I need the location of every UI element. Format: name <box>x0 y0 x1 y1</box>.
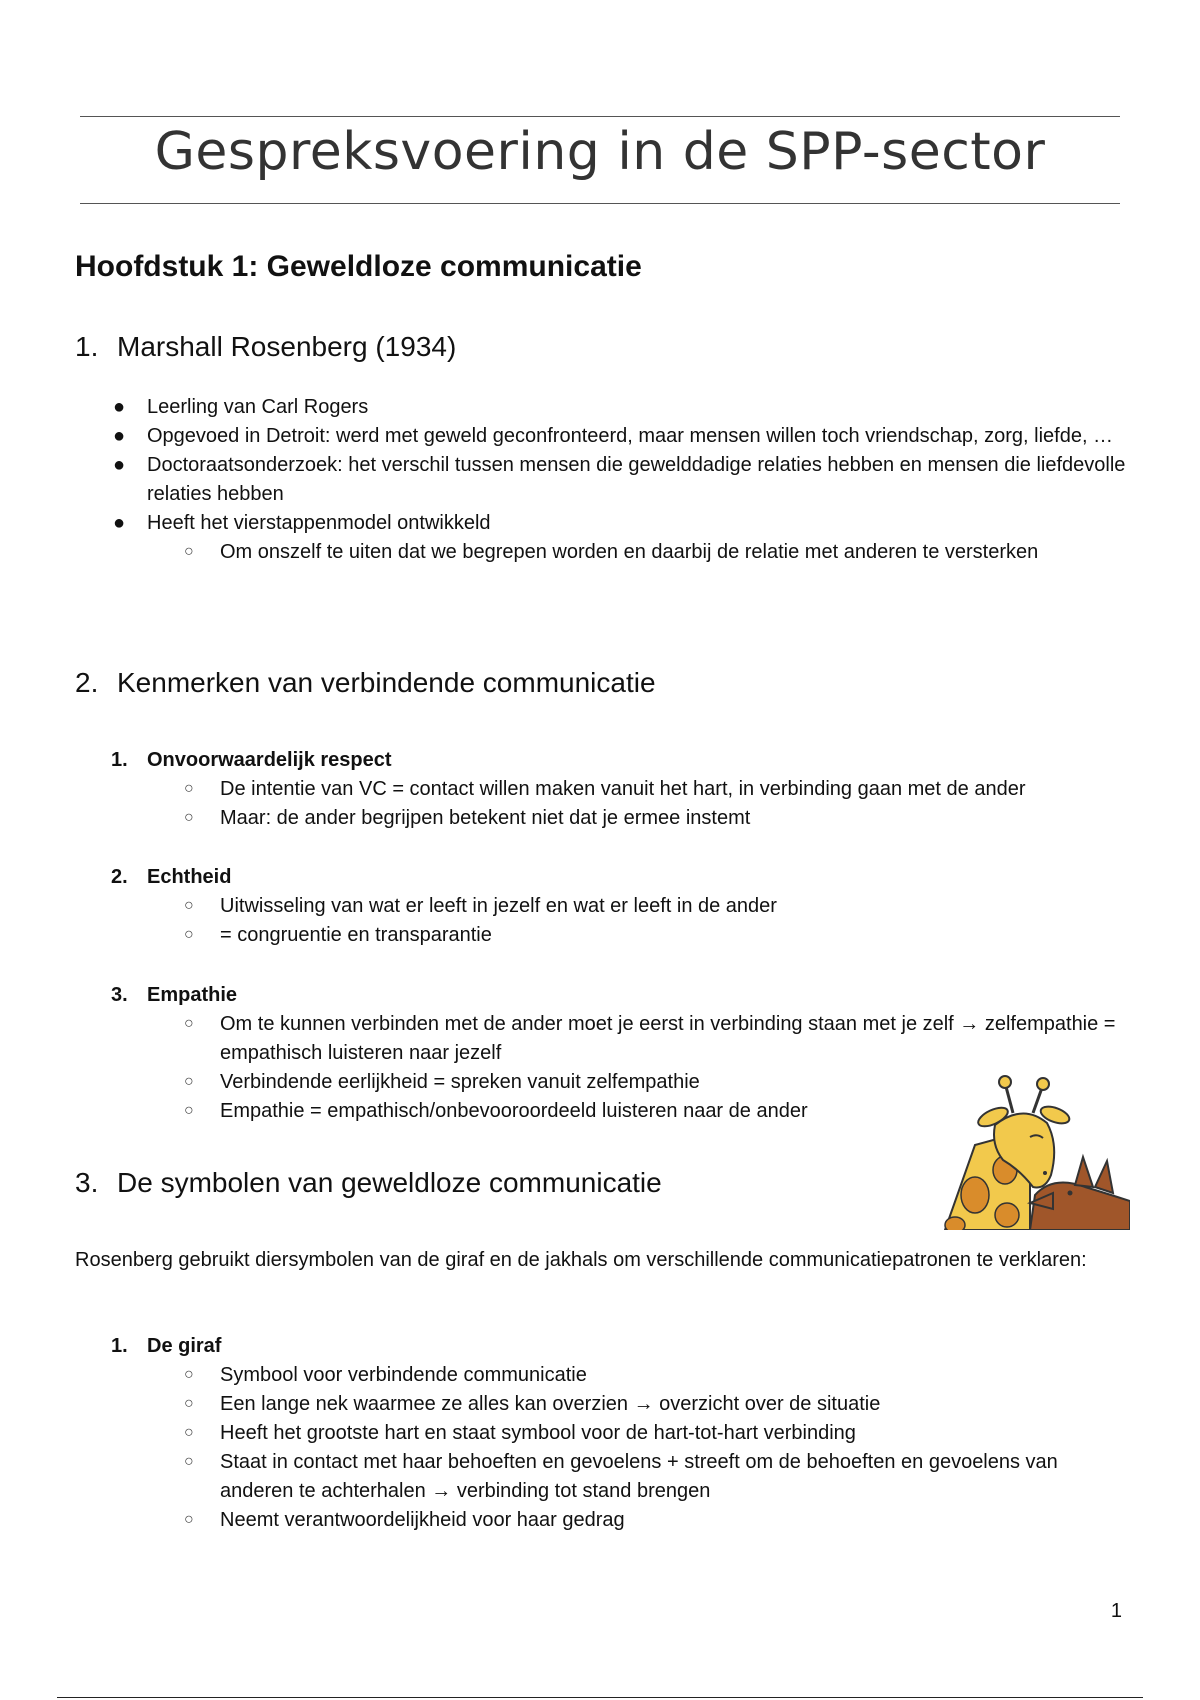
section-title: Marshall Rosenberg (1934) <box>117 331 457 362</box>
sub-list-item: ○ Symbool voor verbindende communicatie <box>220 1361 1130 1390</box>
sub-bullet-marker: ○ <box>184 1102 194 1119</box>
chapter-heading: Hoofdstuk 1: Geweldloze communicatie <box>75 250 642 283</box>
giraffe-ossicone-tip <box>999 1076 1011 1088</box>
sub-bullet-marker: ○ <box>184 543 194 560</box>
jackal-ear <box>1075 1157 1093 1187</box>
characteristic-respect <box>0 746 1200 833</box>
sub-bullet-marker: ○ <box>184 780 194 797</box>
sub-bullet-marker: ○ <box>184 897 194 914</box>
sub-bullet-marker: ○ <box>184 1073 194 1090</box>
jackal-eye <box>1068 1191 1073 1196</box>
sub-list-item: ○ Uitwisseling van wat er leeft in jezelf en wat er leeft in de ander <box>220 892 1130 921</box>
section-1-bullets <box>0 393 1200 567</box>
sub-list-item: ○ Staat in contact met haar behoeften en gevoelens + streeft om de behoeften en gevoelens van anderen te achterhalen → verbinding tot stand brengen <box>220 1448 1130 1506</box>
numbered-item-title: 3. Empathie <box>111 984 238 1006</box>
giraffe-jackal-illustration <box>935 1075 1130 1230</box>
list-item: ● Leerling van Carl Rogers <box>147 393 1137 422</box>
list-item: ● Heeft het vierstappenmodel ontwikkeld <box>147 509 1137 538</box>
sub-list-item: ○ Maar: de ander begrijpen betekent niet dat je ermee instemt <box>220 804 1130 833</box>
section-number: 2. <box>75 667 99 698</box>
sub-bullet-marker: ○ <box>184 1366 194 1383</box>
numbered-item-title: 2. Echtheid <box>111 866 232 888</box>
numbered-item-title: 1. Onvoorwaardelijk respect <box>111 749 392 771</box>
sub-bullet-marker: ○ <box>184 1511 194 1528</box>
bullet-marker: ● <box>113 454 126 476</box>
giraffe-spot <box>995 1203 1019 1227</box>
giraffe-nostril <box>1043 1171 1047 1175</box>
page-number: 1 <box>1110 1600 1122 1622</box>
title-rule-top <box>80 116 1120 117</box>
sub-list-item: ○ Om onszelf te uiten dat we begrepen worden en daarbij de relatie met anderen te versterken <box>220 538 1130 567</box>
bullet-marker: ● <box>113 396 126 418</box>
sub-list-item: ○ Om te kunnen verbinden met de ander moet je eerst in verbinding staan met je zelf → zelfempathie = empathisch luisteren naar jezelf <box>220 1010 1130 1068</box>
list-item: ● Opgevoed in Detroit: werd met geweld geconfronteerd, maar mensen willen toch vriendschap, zorg, liefde, … <box>147 422 1137 451</box>
list-item: ● Doctoraatsonderzoek: het verschil tussen mensen die gewelddadige relaties hebben en mensen die liefdevolle relaties hebben <box>147 451 1137 509</box>
sub-bullet-marker: ○ <box>184 1424 194 1441</box>
section-3-intro: Rosenberg gebruikt diersymbolen van de giraf en de jakhals om verschillende communicatiepatronen te verklaren: <box>75 1249 1087 1271</box>
sub-list-item: ○ Neemt verantwoordelijkheid voor haar gedrag <box>220 1506 1130 1535</box>
bullet-marker: ● <box>113 425 126 447</box>
section-title: Kenmerken van verbindende communicatie <box>117 667 656 698</box>
title-rule-bottom <box>80 203 1120 204</box>
sub-list-item: ○ Een lange nek waarmee ze alles kan overzien → overzicht over de situatie <box>220 1390 1130 1419</box>
section-3-heading <box>75 1167 662 1199</box>
page-bottom-rule <box>57 1697 1143 1698</box>
sub-list-item: ○ = congruentie en transparantie <box>220 921 1130 950</box>
section-title: De symbolen van geweldloze communicatie <box>117 1167 662 1198</box>
sub-bullet-marker: ○ <box>184 809 194 826</box>
sub-bullet-marker: ○ <box>184 926 194 943</box>
document-title: Gespreksvoering in de SPP-sector <box>154 122 1046 182</box>
section-1-heading <box>75 331 456 363</box>
numbered-item-title: 1. De giraf <box>111 1335 222 1357</box>
symbol-giraffe <box>0 1332 1200 1535</box>
giraffe-spot <box>961 1177 989 1213</box>
sub-list-item: ○ Empathie = empathisch/onbevooroordeeld luisteren naar de ander <box>220 1097 900 1126</box>
sub-bullet-marker: ○ <box>184 1015 194 1032</box>
sub-list-item: ○ De intentie van VC = contact willen maken vanuit het hart, in verbinding gaan met de ander <box>220 775 1130 804</box>
sub-bullet-marker: ○ <box>184 1453 194 1470</box>
characteristic-genuineness <box>0 863 1200 950</box>
section-2-heading <box>75 667 656 699</box>
giraffe-ossicone-tip <box>1037 1078 1049 1090</box>
giraffe-spot <box>945 1217 965 1230</box>
sub-list-item: ○ Heeft het grootste hart en staat symbool voor de hart-tot-hart verbinding <box>220 1419 1130 1448</box>
bullet-marker: ● <box>113 512 126 534</box>
sub-bullet-marker: ○ <box>184 1395 194 1412</box>
jackal-ear <box>1095 1161 1113 1193</box>
section-number: 3. <box>75 1167 99 1198</box>
section-number: 1. <box>75 331 99 362</box>
sub-list-item: ○ Verbindende eerlijkheid = spreken vanuit zelfempathie <box>220 1068 1130 1097</box>
